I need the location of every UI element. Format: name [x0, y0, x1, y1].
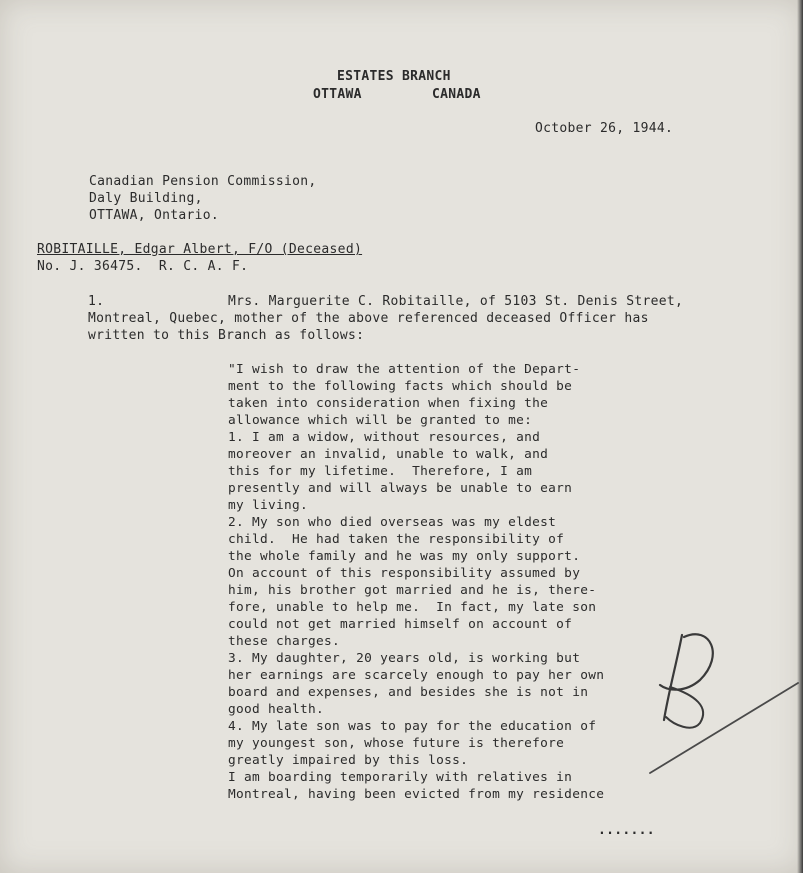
quote-line: presently and will always be unable to earn	[228, 481, 573, 496]
quote-line: "I wish to draw the attention of the Depart-	[228, 362, 581, 377]
quote-line: allowance which will be granted to me:	[228, 413, 533, 428]
quote-line: ment to the following facts which should be	[228, 379, 573, 394]
quote-line: fore, unable to help me. In fact, my late son	[228, 600, 597, 615]
quote-line: could not get married himself on account of	[228, 617, 573, 632]
quote-line: 4. My late son was to pay for the education of	[228, 719, 597, 734]
quote-line: this for my lifetime. Therefore, I am	[228, 464, 533, 479]
quote-line: these charges.	[228, 634, 341, 649]
recipient-line-3: OTTAWA, Ontario.	[89, 208, 220, 223]
branch-heading: ESTATES BRANCH	[337, 69, 451, 84]
quote-line: taken into consideration when fixing the	[228, 396, 549, 411]
paragraph-number: 1.	[88, 294, 105, 309]
quote-line: the whole family and he was my only support.	[228, 549, 581, 564]
quote-line: 2. My son who died overseas was my eldest	[228, 515, 557, 530]
page-edge-shadow	[797, 0, 803, 873]
quote-line: my youngest son, whose future is therefore	[228, 736, 565, 751]
recipient-line-2: Daly Building,	[89, 191, 203, 206]
quote-line: On account of this responsibility assumed by	[228, 566, 581, 581]
body-line-2: Montreal, Quebec, mother of the above referenced deceased Officer has	[88, 311, 649, 326]
recipient-line-1: Canadian Pension Commission,	[89, 174, 317, 189]
quote-line: 1. I am a widow, without resources, and	[228, 430, 541, 445]
quote-line: greatly impaired by this loss.	[228, 753, 469, 768]
heading-city: OTTAWA	[313, 87, 362, 102]
quote-line: her earnings are scarcely enough to pay her own	[228, 668, 605, 683]
quote-line: good health.	[228, 702, 325, 717]
quote-line: board and expenses, and besides she is not in	[228, 685, 589, 700]
body-line-1: Mrs. Marguerite C. Robitaille, of 5103 St. Denis Street,	[228, 294, 684, 309]
letter-date: October 26, 1944.	[535, 121, 674, 136]
quote-line: child. He had taken the responsibility of	[228, 532, 565, 547]
quote-line: moreover an invalid, unable to walk, and	[228, 447, 549, 462]
subject-line-1: ROBITAILLE, Edgar Albert, F/O (Deceased)	[37, 242, 363, 257]
body-line-3: written to this Branch as follows:	[88, 328, 365, 343]
heading-country: CANADA	[432, 87, 481, 102]
handwritten-initial-signature	[640, 625, 800, 785]
quote-line: my living.	[228, 498, 309, 513]
quote-line: 3. My daughter, 20 years old, is working but	[228, 651, 581, 666]
subject-line-2: No. J. 36475. R. C. A. F.	[37, 259, 249, 274]
quote-line: Montreal, having been evicted from my residence	[228, 787, 605, 802]
continuation-dots: .......	[598, 823, 655, 838]
quote-line: him, his brother got married and he is, there-	[228, 583, 597, 598]
quote-line: I am boarding temporarily with relatives in	[228, 770, 573, 785]
